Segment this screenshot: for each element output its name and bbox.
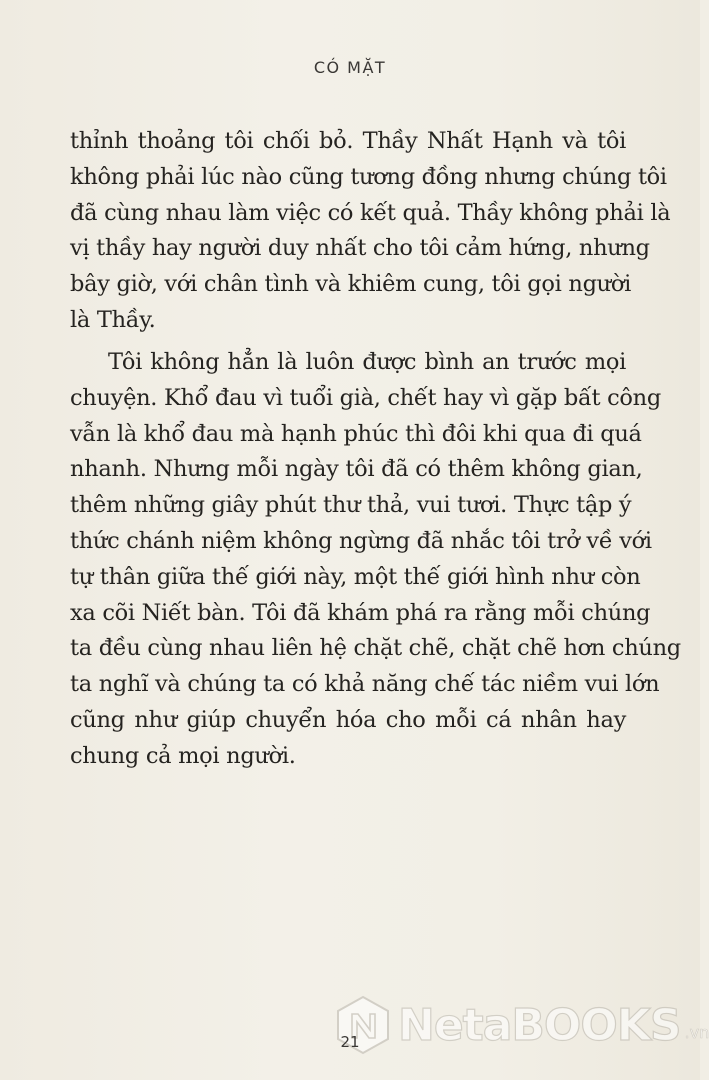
text-line: cũng như giúp chuyển hóa cho mỗi cá nhân hay — [70, 706, 626, 733]
text-line: bây giờ, với chân tình và khiêm cung, tôi gọi người — [70, 271, 632, 298]
paragraph-1 — [70, 124, 671, 339]
text-line: tự thân giữa thế giới này, một thế giới hình như còn — [70, 563, 641, 590]
text-line: Tôi không hẳn là luôn được bình an trước mọi — [108, 349, 626, 375]
text-line: không phải lúc nào cũng tương đồng nhưng chúng tôi — [70, 163, 667, 190]
text-line: ta nghĩ và chúng ta có khả năng chế tác niềm vui lớn — [70, 671, 660, 698]
text-line: vẫn là khổ đau mà hạnh phúc thì đôi khi qua đi quá — [70, 420, 642, 447]
text-line: chung cả mọi người. — [70, 742, 296, 769]
page-number: 21 — [340, 1033, 360, 1051]
text-line: đã cùng nhau làm việc có kết quả. Thầy không phải là — [70, 199, 671, 226]
text-line: thỉnh thoảng tôi chối bỏ. Thầy Nhất Hạnh và tôi — [70, 128, 626, 154]
text-line: nhanh. Nhưng mỗi ngày tôi đã có thêm không gian, — [70, 456, 643, 483]
text-line: là Thầy. — [70, 306, 156, 333]
text-line: thức chánh niệm không ngừng đã nhắc tôi trở về với — [70, 527, 652, 554]
paragraph-2 — [70, 345, 681, 775]
watermark-brand: NetaBOOKS — [398, 999, 681, 1051]
running-title: CÓ MẶT — [313, 58, 387, 77]
text-line: chuyện. Khổ đau vì tuổi già, chết hay vì gặp bất công — [70, 384, 661, 411]
text-line: ta đều cùng nhau liên hệ chặt chẽ, chặt chẽ hơn chúng — [70, 635, 681, 662]
text-line: thêm những giây phút thư thả, vui tươi. Thực tập ý — [70, 492, 632, 519]
text-line: vị thầy hay người duy nhất cho tôi cảm hứng, nhưng — [70, 235, 650, 262]
text-line: xa cõi Niết bàn. Tôi đã khám phá ra rằng mỗi chúng — [70, 599, 651, 626]
watermark-suffix: .vn — [684, 1022, 709, 1042]
